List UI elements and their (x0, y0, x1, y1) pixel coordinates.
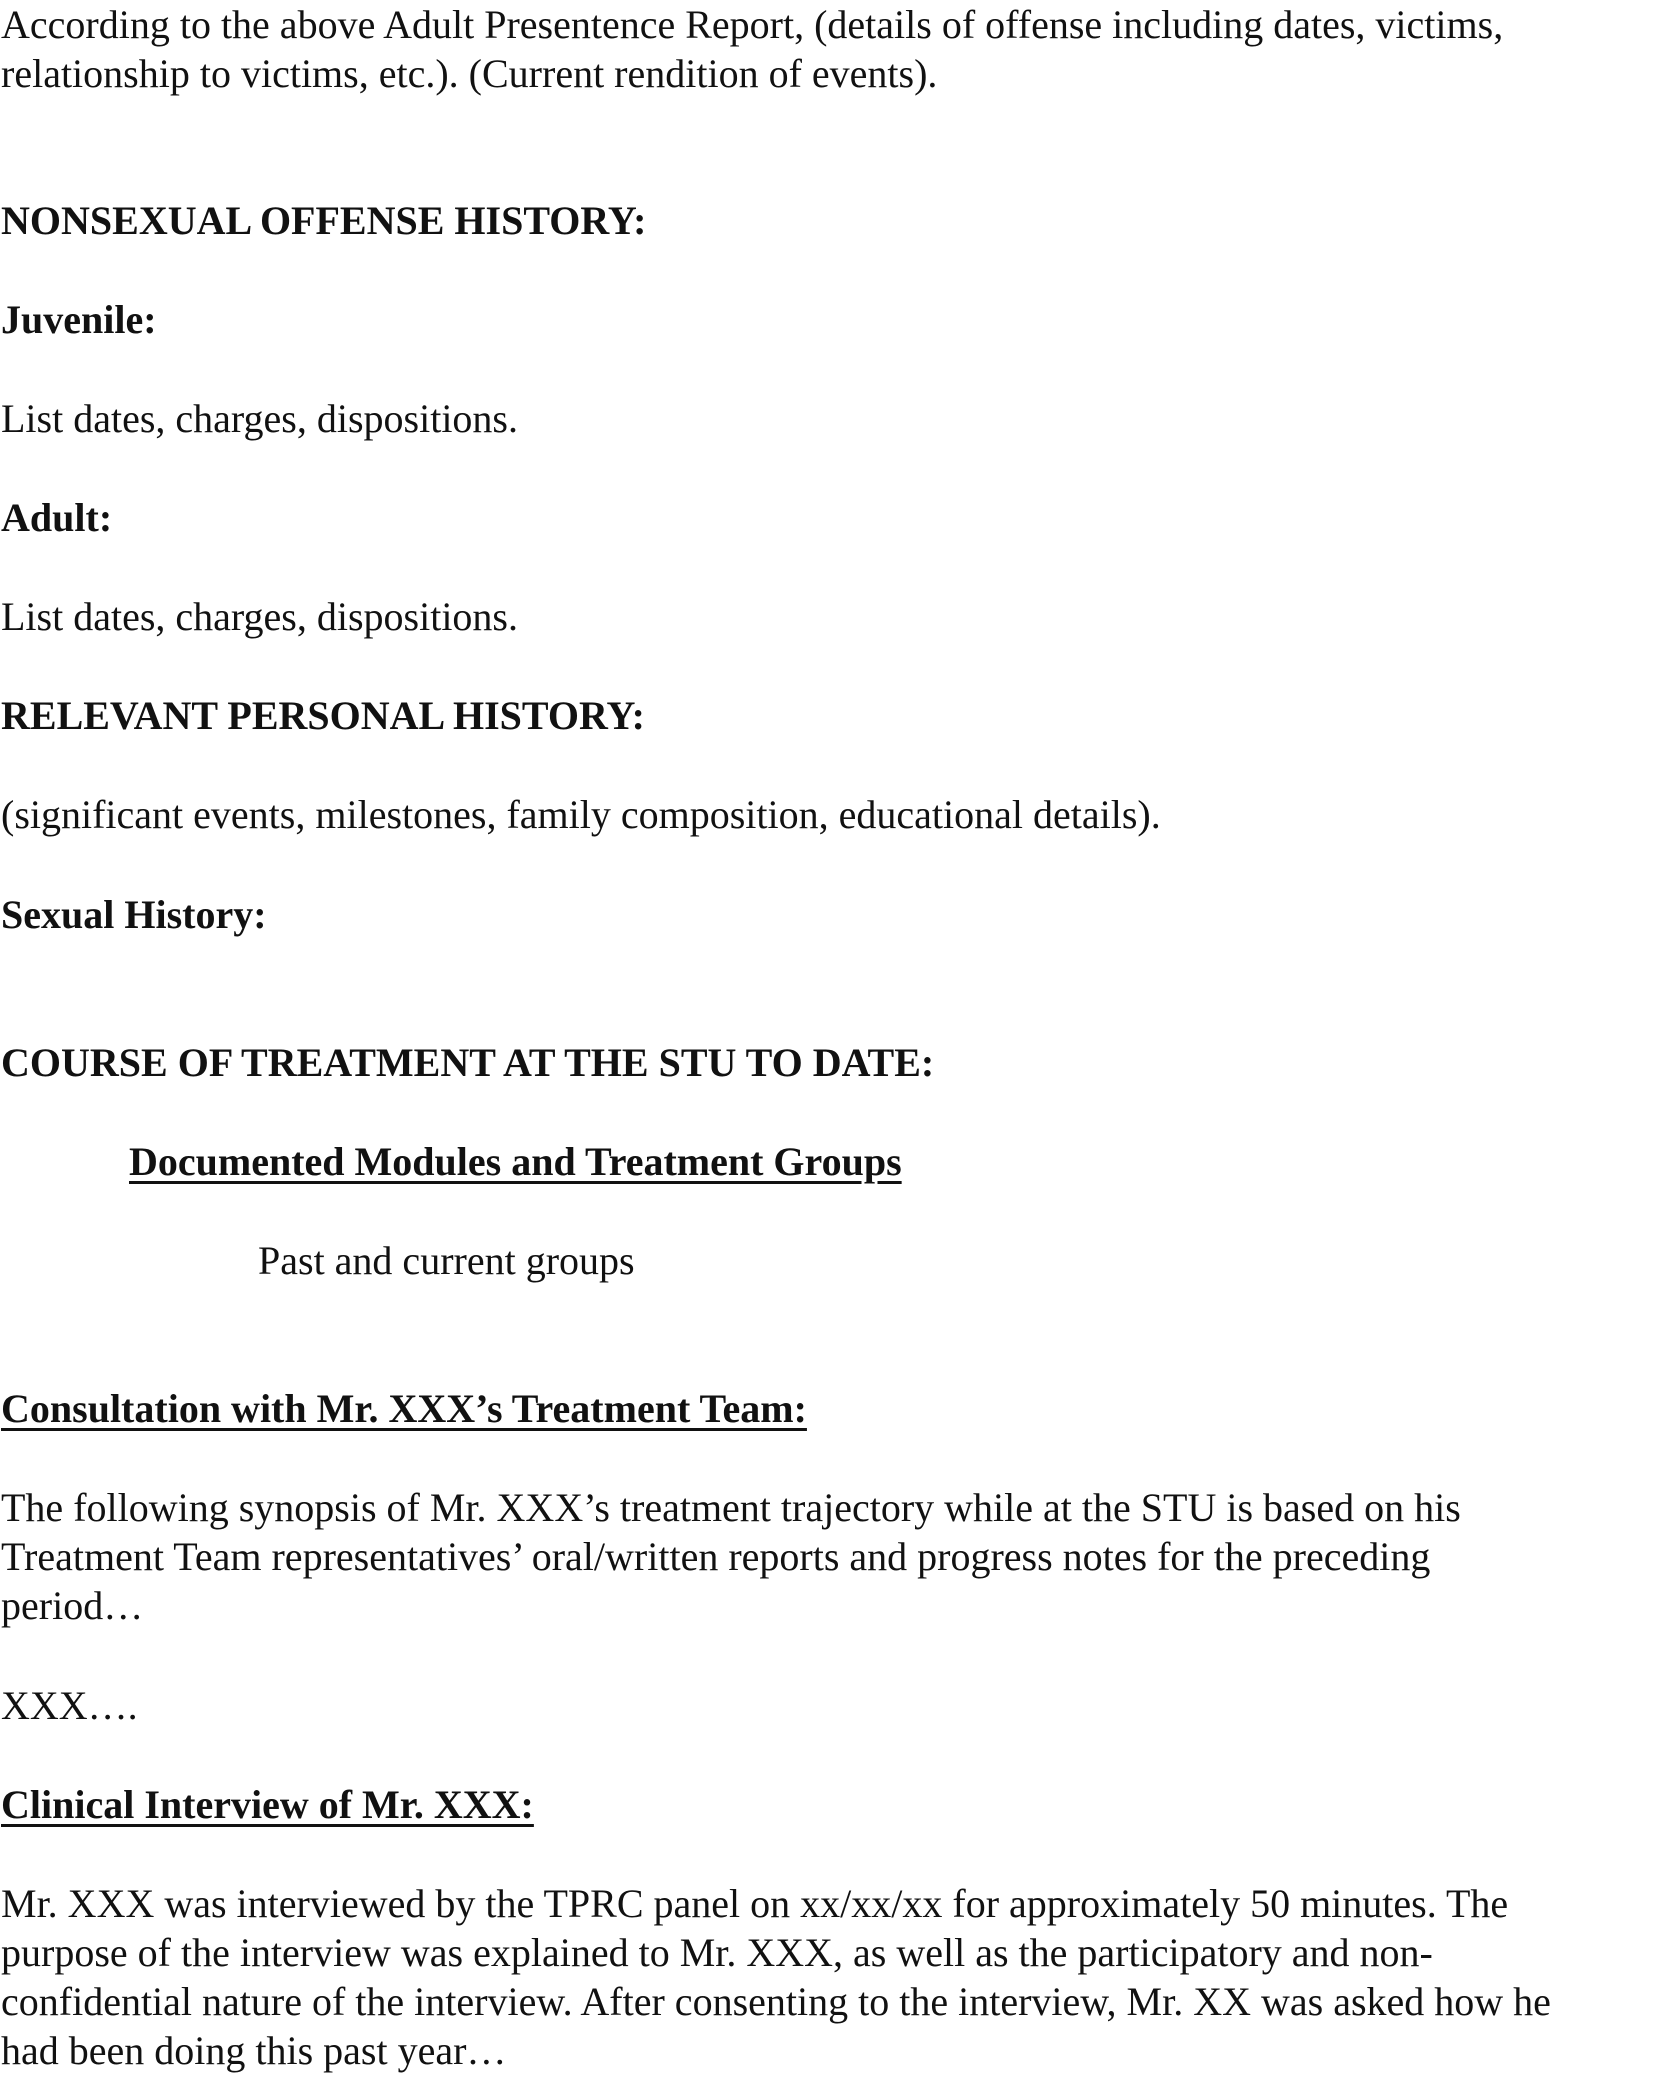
intro-line-1: According to the above Adult Presentence Report, (details of offense including dates, victims, (1, 2, 1504, 47)
intro-line-2: relationship to victims, etc.). (Current rendition of events). (1, 51, 938, 96)
course-of-treatment-heading: COURSE OF TREATMENT AT THE STU TO DATE: (1, 1040, 935, 1085)
documented-modules-text: Past and current groups (258, 1238, 635, 1283)
interview-line-4: had been doing this past year… (1, 2028, 507, 2073)
relevant-personal-history-heading: RELEVANT PERSONAL HISTORY: (1, 693, 646, 738)
interview-line-1: Mr. XXX was interviewed by the TPRC panel on xx/xx/xx for approximately 50 minutes. The (1, 1881, 1509, 1926)
clinical-interview-heading: Clinical Interview of Mr. XXX: (1, 1782, 534, 1827)
juvenile-label: Juvenile: (1, 297, 157, 342)
consultation-placeholder: XXX…. (1, 1683, 138, 1728)
juvenile-text: List dates, charges, dispositions. (1, 396, 518, 441)
sexual-history-label: Sexual History: (1, 892, 267, 937)
adult-label: Adult: (1, 495, 113, 540)
documented-modules-heading: Documented Modules and Treatment Groups (129, 1139, 902, 1184)
adult-text: List dates, charges, dispositions. (1, 594, 518, 639)
personal-history-text: (significant events, milestones, family composition, educational details). (1, 792, 1161, 837)
nonsexual-offense-history-heading: NONSEXUAL OFFENSE HISTORY: (1, 198, 647, 243)
consultation-heading: Consultation with Mr. XXX’s Treatment Team: (1, 1386, 807, 1431)
consultation-line-2: Treatment Team representatives’ oral/written reports and progress notes for the preceding (1, 1534, 1431, 1579)
interview-line-2: purpose of the interview was explained to Mr. XXX, as well as the participatory and non- (1, 1930, 1433, 1975)
consultation-line-1: The following synopsis of Mr. XXX’s treatment trajectory while at the STU is based on his (1, 1485, 1461, 1530)
interview-line-3: confidential nature of the interview. After consenting to the interview, Mr. XX was asked how he (1, 1979, 1551, 2024)
consultation-line-3: period… (1, 1583, 144, 1628)
